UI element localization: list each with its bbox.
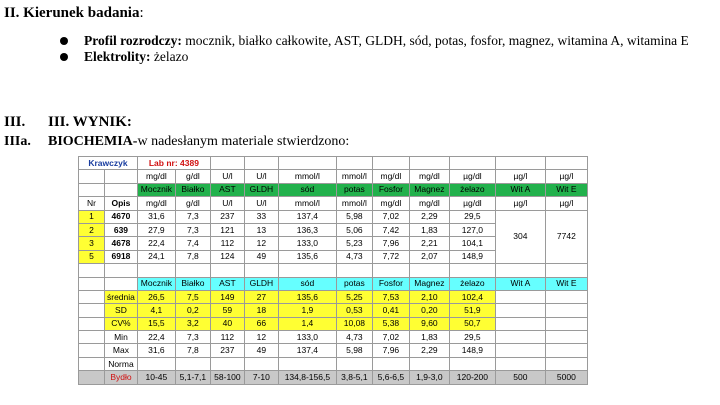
stat-value: 12	[244, 331, 278, 344]
sample-id: 6918	[105, 250, 138, 263]
unit-cell: mg/dl	[372, 197, 409, 210]
stat-value: 148,9	[449, 344, 495, 357]
empty-cell	[278, 157, 336, 170]
stat-value: 49	[244, 344, 278, 357]
reference-value: 134,8-156,5	[278, 371, 336, 384]
stat-value	[495, 357, 545, 370]
empty-cell	[175, 264, 210, 277]
stat-label: Min	[105, 331, 138, 344]
empty-cell	[336, 264, 372, 277]
stat-value: 7,5	[175, 290, 210, 303]
stat-value: 2,29	[409, 344, 449, 357]
stat-value	[545, 304, 587, 317]
unit-cell: mg/dl	[409, 170, 449, 183]
stat-label: średnia	[105, 290, 138, 303]
analyte-header: Białko	[175, 183, 210, 196]
table-cell	[79, 170, 105, 183]
stat-value	[545, 317, 587, 330]
analysis-bullet-list	[60, 33, 700, 65]
value-cell: 12	[244, 237, 278, 250]
analyte-header: Fosfor	[372, 277, 409, 290]
value-cell: 7,3	[175, 223, 210, 236]
stat-value: 10,08	[336, 317, 372, 330]
stat-value: 29,5	[449, 331, 495, 344]
reference-value: 58-100	[210, 371, 244, 384]
stat-value	[137, 357, 175, 370]
sample-id: 4678	[105, 237, 138, 250]
value-cell: 148,9	[449, 250, 495, 263]
value-cell: 5,23	[336, 237, 372, 250]
stat-value	[495, 317, 545, 330]
stat-value	[449, 357, 495, 370]
stat-label: Norma	[105, 357, 138, 370]
stat-value	[278, 357, 336, 370]
value-cell: 7,72	[372, 250, 409, 263]
stat-value: 137,4	[278, 344, 336, 357]
analyte-header: Fosfor	[372, 183, 409, 196]
stat-value: 50,7	[449, 317, 495, 330]
stat-value: 0,2	[175, 304, 210, 317]
empty-cell	[79, 290, 105, 303]
stat-value: 22,4	[137, 331, 175, 344]
spacer-row	[79, 264, 588, 277]
stats-row	[79, 344, 588, 357]
unit-cell: g/dl	[175, 170, 210, 183]
stat-label: Max	[105, 344, 138, 357]
value-cell: 7,02	[372, 210, 409, 223]
reference-label: Bydło	[105, 371, 138, 384]
value-cell: 124	[210, 250, 244, 263]
value-cell: 137,4	[278, 210, 336, 223]
section-heading-wynik: III. III. WYNIK:	[4, 114, 132, 130]
value-cell: 5,98	[336, 210, 372, 223]
value-cell: 49	[244, 250, 278, 263]
value-cell: 104,1	[449, 237, 495, 250]
analyte-header: żelazo	[449, 183, 495, 196]
stat-value: 4,73	[336, 331, 372, 344]
stat-value	[545, 344, 587, 357]
stats-row	[79, 331, 588, 344]
stat-value: 4,1	[137, 304, 175, 317]
stat-value: 31,6	[137, 344, 175, 357]
stat-value: 7,3	[175, 331, 210, 344]
unit-cell: g/dl	[175, 197, 210, 210]
empty-cell	[79, 344, 105, 357]
bullet-dot-icon	[60, 37, 68, 45]
unit-cell: mmol/l	[278, 197, 336, 210]
stat-value: 9,60	[409, 317, 449, 330]
analyte-header: Białko	[175, 277, 210, 290]
empty-cell	[105, 264, 138, 277]
empty-cell	[79, 371, 105, 384]
analyte-header: Wit A	[495, 277, 545, 290]
analyte-row-2	[79, 277, 588, 290]
empty-cell	[137, 264, 175, 277]
sample-row	[79, 210, 588, 223]
value-cell: 33	[244, 210, 278, 223]
unit-cell: µg/dl	[449, 197, 495, 210]
empty-cell	[449, 157, 495, 170]
stat-value: 7,8	[175, 344, 210, 357]
value-cell: 31,6	[137, 210, 175, 223]
reference-row	[79, 371, 588, 384]
owner-name: Krawczyk	[79, 157, 138, 170]
stat-value	[495, 331, 545, 344]
unit-cell: mg/dl	[137, 197, 175, 210]
unit-cell: mmol/l	[336, 170, 372, 183]
value-cell: 133,0	[278, 237, 336, 250]
stat-value: 5,38	[372, 317, 409, 330]
empty-cell	[210, 264, 244, 277]
stat-value: 2,10	[409, 290, 449, 303]
stat-value	[372, 357, 409, 370]
value-cell: 22,4	[137, 237, 175, 250]
value-cell: 24,1	[137, 250, 175, 263]
value-cell: 237	[210, 210, 244, 223]
header-row	[79, 157, 588, 170]
stat-value: 26,5	[137, 290, 175, 303]
value-cell: 2,21	[409, 237, 449, 250]
table-cell	[79, 277, 105, 290]
stat-value: 5,98	[336, 344, 372, 357]
empty-cell	[244, 157, 278, 170]
value-cell: 27,9	[137, 223, 175, 236]
reference-value: 120-200	[449, 371, 495, 384]
sample-nr: 3	[79, 237, 105, 250]
stat-value: 15,5	[137, 317, 175, 330]
stat-value	[545, 357, 587, 370]
unit-cell: mmol/l	[278, 170, 336, 183]
table-cell	[105, 277, 138, 290]
table-cell	[105, 170, 138, 183]
value-cell: 13	[244, 223, 278, 236]
value-cell: 29,5	[449, 210, 495, 223]
stat-value	[545, 290, 587, 303]
opis-header: Opis	[105, 197, 138, 210]
analyte-row	[79, 183, 588, 196]
stat-value: 3,2	[175, 317, 210, 330]
analyte-header: Magnez	[409, 277, 449, 290]
value-cell: 2,29	[409, 210, 449, 223]
value-cell: 7,4	[175, 237, 210, 250]
stat-value: 133,0	[278, 331, 336, 344]
stat-value: 149	[210, 290, 244, 303]
sample-nr: 5	[79, 250, 105, 263]
analyte-header: Wit E	[545, 277, 587, 290]
analyte-header: Magnez	[409, 183, 449, 196]
stat-value: 7,96	[372, 344, 409, 357]
stat-value: 112	[210, 331, 244, 344]
stats-row	[79, 290, 588, 303]
empty-cell	[372, 264, 409, 277]
value-cell: 7,96	[372, 237, 409, 250]
section-heading-biochemia: IIIa. BIOCHEMIA-w nadesłanym materiale stwierdzono:	[4, 134, 350, 149]
stats-row	[79, 357, 588, 370]
empty-cell	[79, 317, 105, 330]
sample-nr: 1	[79, 210, 105, 223]
nr-header: Nr	[79, 197, 105, 210]
empty-cell	[495, 157, 545, 170]
value-cell: 5,06	[336, 223, 372, 236]
stat-value: 7,53	[372, 290, 409, 303]
reference-value: 500	[495, 371, 545, 384]
wit-a-pooled: 304	[495, 210, 545, 264]
empty-cell	[79, 304, 105, 317]
stat-value	[175, 357, 210, 370]
stat-value	[495, 304, 545, 317]
lab-number: Lab nr: 4389	[137, 157, 210, 170]
reference-value: 3,8-5,1	[336, 371, 372, 384]
stat-value	[409, 357, 449, 370]
analyte-header: GLDH	[244, 183, 278, 196]
stat-value: 7,02	[372, 331, 409, 344]
analyte-header: sód	[278, 277, 336, 290]
unit-cell: U/l	[210, 170, 244, 183]
section-heading-kierunek: II. Kierunek badania:	[4, 5, 144, 21]
unit-cell: U/l	[210, 197, 244, 210]
analyte-header: GLDH	[244, 277, 278, 290]
analyte-header: Wit E	[545, 183, 587, 196]
empty-cell	[79, 264, 105, 277]
empty-cell	[79, 357, 105, 370]
stat-value: 0,41	[372, 304, 409, 317]
value-cell: 7,8	[175, 250, 210, 263]
empty-cell	[336, 157, 372, 170]
stat-value: 5,25	[336, 290, 372, 303]
unit-cell: mg/dl	[137, 170, 175, 183]
biochemistry-table	[78, 156, 588, 385]
analyte-header: Mocznik	[137, 277, 175, 290]
empty-cell	[495, 264, 545, 277]
unit-cell: µg/l	[545, 170, 587, 183]
column-header-row	[79, 197, 588, 210]
stat-value	[210, 357, 244, 370]
analyte-header: potas	[336, 277, 372, 290]
stat-value: 1,4	[278, 317, 336, 330]
stat-value: 135,6	[278, 290, 336, 303]
table-cell	[79, 183, 105, 196]
wit-e-pooled: 7742	[545, 210, 587, 264]
unit-cell: µg/l	[495, 170, 545, 183]
value-cell: 7,42	[372, 223, 409, 236]
value-cell: 135,6	[278, 250, 336, 263]
empty-cell	[545, 264, 587, 277]
stats-row	[79, 317, 588, 330]
value-cell: 112	[210, 237, 244, 250]
empty-cell	[409, 264, 449, 277]
stat-value: 18	[244, 304, 278, 317]
unit-cell: µg/l	[495, 197, 545, 210]
stat-value: 27	[244, 290, 278, 303]
table-cell	[105, 183, 138, 196]
analyte-header: żelazo	[449, 277, 495, 290]
analyte-header: potas	[336, 183, 372, 196]
analyte-header: sód	[278, 183, 336, 196]
stat-value: 51,9	[449, 304, 495, 317]
unit-cell: µg/l	[545, 197, 587, 210]
unit-cell: mg/dl	[372, 170, 409, 183]
stat-value	[495, 290, 545, 303]
stat-value: 0,20	[409, 304, 449, 317]
value-cell: 4,73	[336, 250, 372, 263]
sample-nr: 2	[79, 223, 105, 236]
unit-cell: U/l	[244, 197, 278, 210]
stat-value	[336, 357, 372, 370]
stat-value: 0,53	[336, 304, 372, 317]
unit-cell: mmol/l	[336, 197, 372, 210]
empty-cell	[278, 264, 336, 277]
analyte-header: Wit A	[495, 183, 545, 196]
value-cell: 136,3	[278, 223, 336, 236]
empty-cell	[545, 157, 587, 170]
stat-value: 1,9	[278, 304, 336, 317]
stat-value: 59	[210, 304, 244, 317]
empty-cell	[372, 157, 409, 170]
value-cell: 127,0	[449, 223, 495, 236]
stat-label: CV%	[105, 317, 138, 330]
reference-value: 5000	[545, 371, 587, 384]
analyte-header: Mocznik	[137, 183, 175, 196]
stats-row	[79, 304, 588, 317]
value-cell: 7,3	[175, 210, 210, 223]
reference-value: 5,6-6,5	[372, 371, 409, 384]
empty-cell	[244, 264, 278, 277]
value-cell: 1,83	[409, 223, 449, 236]
empty-cell	[449, 264, 495, 277]
unit-cell: U/l	[244, 170, 278, 183]
stat-label: SD	[105, 304, 138, 317]
stat-value: 237	[210, 344, 244, 357]
empty-cell	[210, 157, 244, 170]
units-row	[79, 170, 588, 183]
empty-cell	[79, 331, 105, 344]
reference-value: 7-10	[244, 371, 278, 384]
bullet-dot-icon	[60, 53, 68, 61]
sample-id: 639	[105, 223, 138, 236]
unit-cell: µg/dl	[449, 170, 495, 183]
bullet-profile: Profil rozrodczy: mocznik, białko całkowite, AST, GLDH, sód, potas, fosfor, magnez, witamina A, witamina E	[60, 33, 700, 49]
stat-value: 66	[244, 317, 278, 330]
stat-value	[244, 357, 278, 370]
stat-value	[545, 331, 587, 344]
analyte-header: AST	[210, 277, 244, 290]
unit-cell: mg/dl	[409, 197, 449, 210]
stat-value: 1,83	[409, 331, 449, 344]
value-cell: 121	[210, 223, 244, 236]
reference-value: 5,1-7,1	[175, 371, 210, 384]
bullet-electrolytes: Elektrolity: żelazo	[60, 49, 700, 65]
empty-cell	[409, 157, 449, 170]
sample-id: 4670	[105, 210, 138, 223]
stat-value: 40	[210, 317, 244, 330]
value-cell: 2,07	[409, 250, 449, 263]
analyte-header: AST	[210, 183, 244, 196]
reference-value: 1,9-3,0	[409, 371, 449, 384]
stat-value	[495, 344, 545, 357]
reference-value: 10-45	[137, 371, 175, 384]
stat-value: 102,4	[449, 290, 495, 303]
